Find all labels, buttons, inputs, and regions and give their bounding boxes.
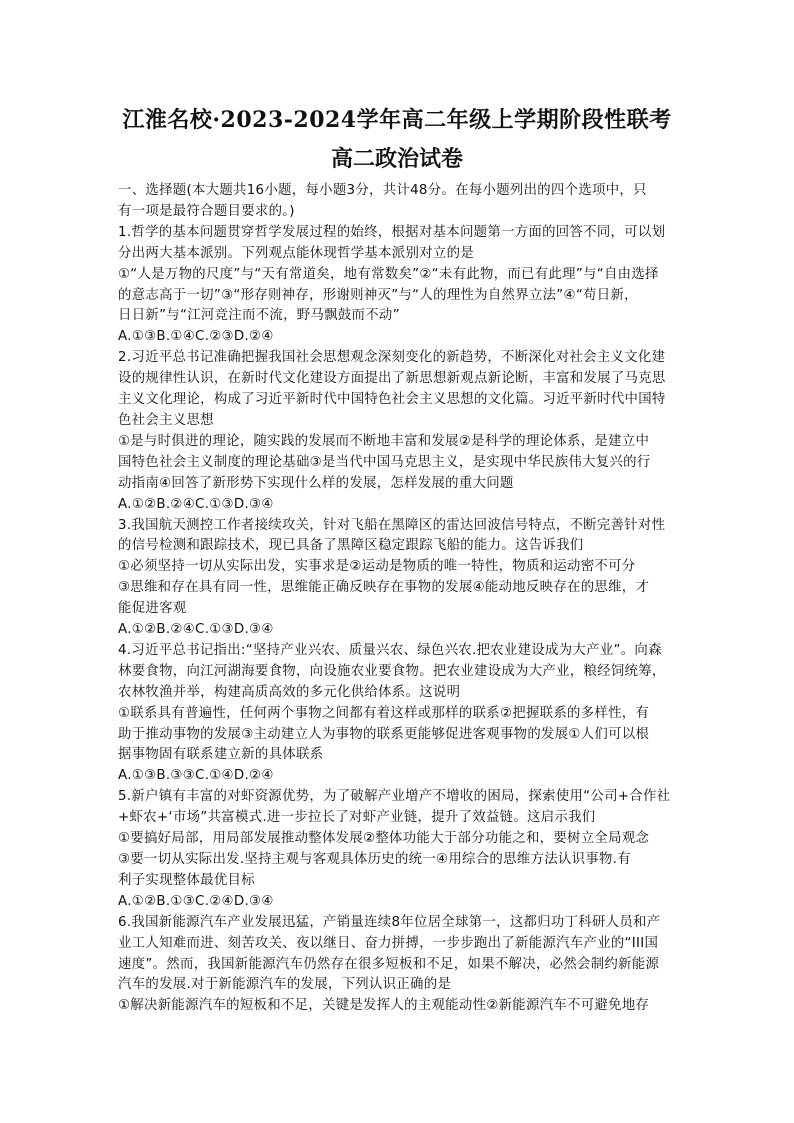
text-line: 动指南④回答了新形势下实现什么样的发展，怎样发展的重大问题 bbox=[118, 475, 514, 491]
exam-title: 江淮名校·2023-2024学年高二年级上学期阶段性联考 bbox=[122, 107, 672, 133]
text-line: 据事物固有联系建立新的具体联系 bbox=[118, 747, 324, 763]
text-line: A.①③B.③③C.①④D.②④ bbox=[118, 768, 274, 784]
text-line: 国特色社会主义制度的理论基础③是当代中国马克思主义，是实现中华民族伟大复兴的行 bbox=[118, 454, 651, 470]
text-line: ①必须坚持一切从实际出发，实事求是②运动是物质的唯一特性，物质和运动密不可分 bbox=[118, 559, 636, 575]
text-line: 4.习近平总书记指出:“坚持产业兴农、质量兴农、绿色兴农.把农业建设成为大产业”。向森 bbox=[118, 642, 662, 658]
text-line: 一、选择题(本大题共16小题，每小题3分，共计48分。在每小题列出的四个选项中，只 bbox=[118, 183, 647, 198]
text-line: A.①③B.①④C.②③D.②④ bbox=[118, 329, 274, 345]
text-line: 6.我国新能源汽车产业发展迅猛，产销量连续8年位居全球第一，这都归功丁科研人员和产 bbox=[118, 914, 661, 930]
text-line: ①“人是万物的尺度”与“天有常道矣，地有常数矣”②“未有此物，而已有此理”与“自由选择 bbox=[118, 266, 659, 282]
text-line: ①联系具有普遍性，任何两个事物之间都有着这样或那样的联系②把握联系的多样性，有 bbox=[118, 705, 650, 721]
text-line: 能促进客观 bbox=[118, 601, 187, 617]
text-line: 2.习近平总书记准确把握我国社会思想观念深刻变化的新趋势，不断深化对社会主义文化建 bbox=[118, 350, 666, 366]
text-line: 的意志高于一切”③“形存则神存，形谢则神灭”与“人的理性为自然界立法”④“苟日新， bbox=[118, 287, 638, 303]
text-line: ①要搞好局部，用局部发展推动整体发展②整体功能大于部分功能之和，要树立全局观念 bbox=[118, 831, 650, 847]
text-line: 有一项是最符合题目要求的。) bbox=[118, 203, 295, 219]
text-line: 5.新户镇有丰富的对虾资源优势，为了破解产业增产不增收的困局，探索使用“公司+合作社 bbox=[118, 789, 671, 805]
text-line: A.①②B.②④C.①③D.③④ bbox=[118, 622, 274, 638]
text-line: 助于推动事物的发展③主动建立人为事物的联系更能够促进客观事物的发展①人们可以根 bbox=[118, 726, 650, 742]
text-line: 日日新”与“江河竞注而不流，野马飘鼓而不动” bbox=[118, 308, 400, 324]
text-line: 色社会主义思想 bbox=[118, 412, 214, 428]
text-line: 3.我国航天测控工作者接续攻关，针对飞船在黑障区的雷达回波信号特点，不断完善针对性 bbox=[118, 517, 666, 533]
text-line: A.①②B.①③C.②④D.③④ bbox=[118, 893, 274, 909]
text-line: +虾农+‘市场”共富模式.进一步拉长了对虾产业链，提升了效益链。这启示我们 bbox=[118, 810, 596, 826]
exam-subtitle: 高二政治试卷 bbox=[330, 146, 463, 172]
text-line: ③要一切从实际出发.坚持主观与客观具体历史的统一④用综合的思维方法认识事物.有 bbox=[118, 852, 631, 867]
text-line: ③思维和存在具有同一性，思维能正确反映存在事物的发展④能动地反映存在的思维，才 bbox=[118, 580, 650, 596]
text-line: A.①②B.②④C.①③D.③④ bbox=[118, 496, 274, 512]
text-line: 设的规律性认识，在新时代文化建设方面提出了新思想新观点新论断，丰富和发展了马克思 bbox=[118, 371, 666, 387]
text-line: 农林牧渔并举，构建高质高效的多元化供给体系。这说明 bbox=[118, 684, 461, 700]
question-body bbox=[118, 181, 678, 1017]
text-line: 业工人知难而进、刻苦攻关、夜以继日、奋力拼搏，一步步跑出了新能源汽车产业的“III国 bbox=[118, 935, 659, 951]
text-line: 林要食物，向江河湖海要食物，向设施农业要食物。把农业建设成为大产业，粮经饲统筹， bbox=[118, 663, 666, 679]
text-line: 1.哲学的基本问题贯穿哲学发展过程的始终，根据对基本问题第一方面的回答不同，可以划 bbox=[118, 224, 666, 240]
text-line: 汽车的发展.对于新能源汽车的发展，下列认识正确的是 bbox=[118, 977, 452, 993]
text-line: 的信号检测和跟踪技术，现已具备了黑障区稳定跟踪飞船的能力。这告诉我们 bbox=[118, 538, 584, 554]
text-line: 速度”。然而，我国新能源汽车仍然存在很多短板和不足，如果不解决，必然会制约新能源 bbox=[118, 956, 660, 972]
text-line: 利子实现整体最优目标 bbox=[118, 872, 255, 888]
text-line: 分出两大基本派别。下列观点能休现哲学基本派别对立的是 bbox=[118, 245, 474, 261]
text-line: 主义文化理论，构成了习近平新时代中国特色社会主义思想的文化篇。习近平新时代中国特 bbox=[118, 392, 666, 408]
text-line: ①解决新能源汽车的短板和不足，关键是发挥人的主观能动性②新能源汽车不可避免地存 bbox=[118, 998, 650, 1014]
text-line: ①是与时俱进的理论，随实践的发展而不断地丰富和发展②是科学的理论体系，是建立中 bbox=[118, 433, 650, 449]
